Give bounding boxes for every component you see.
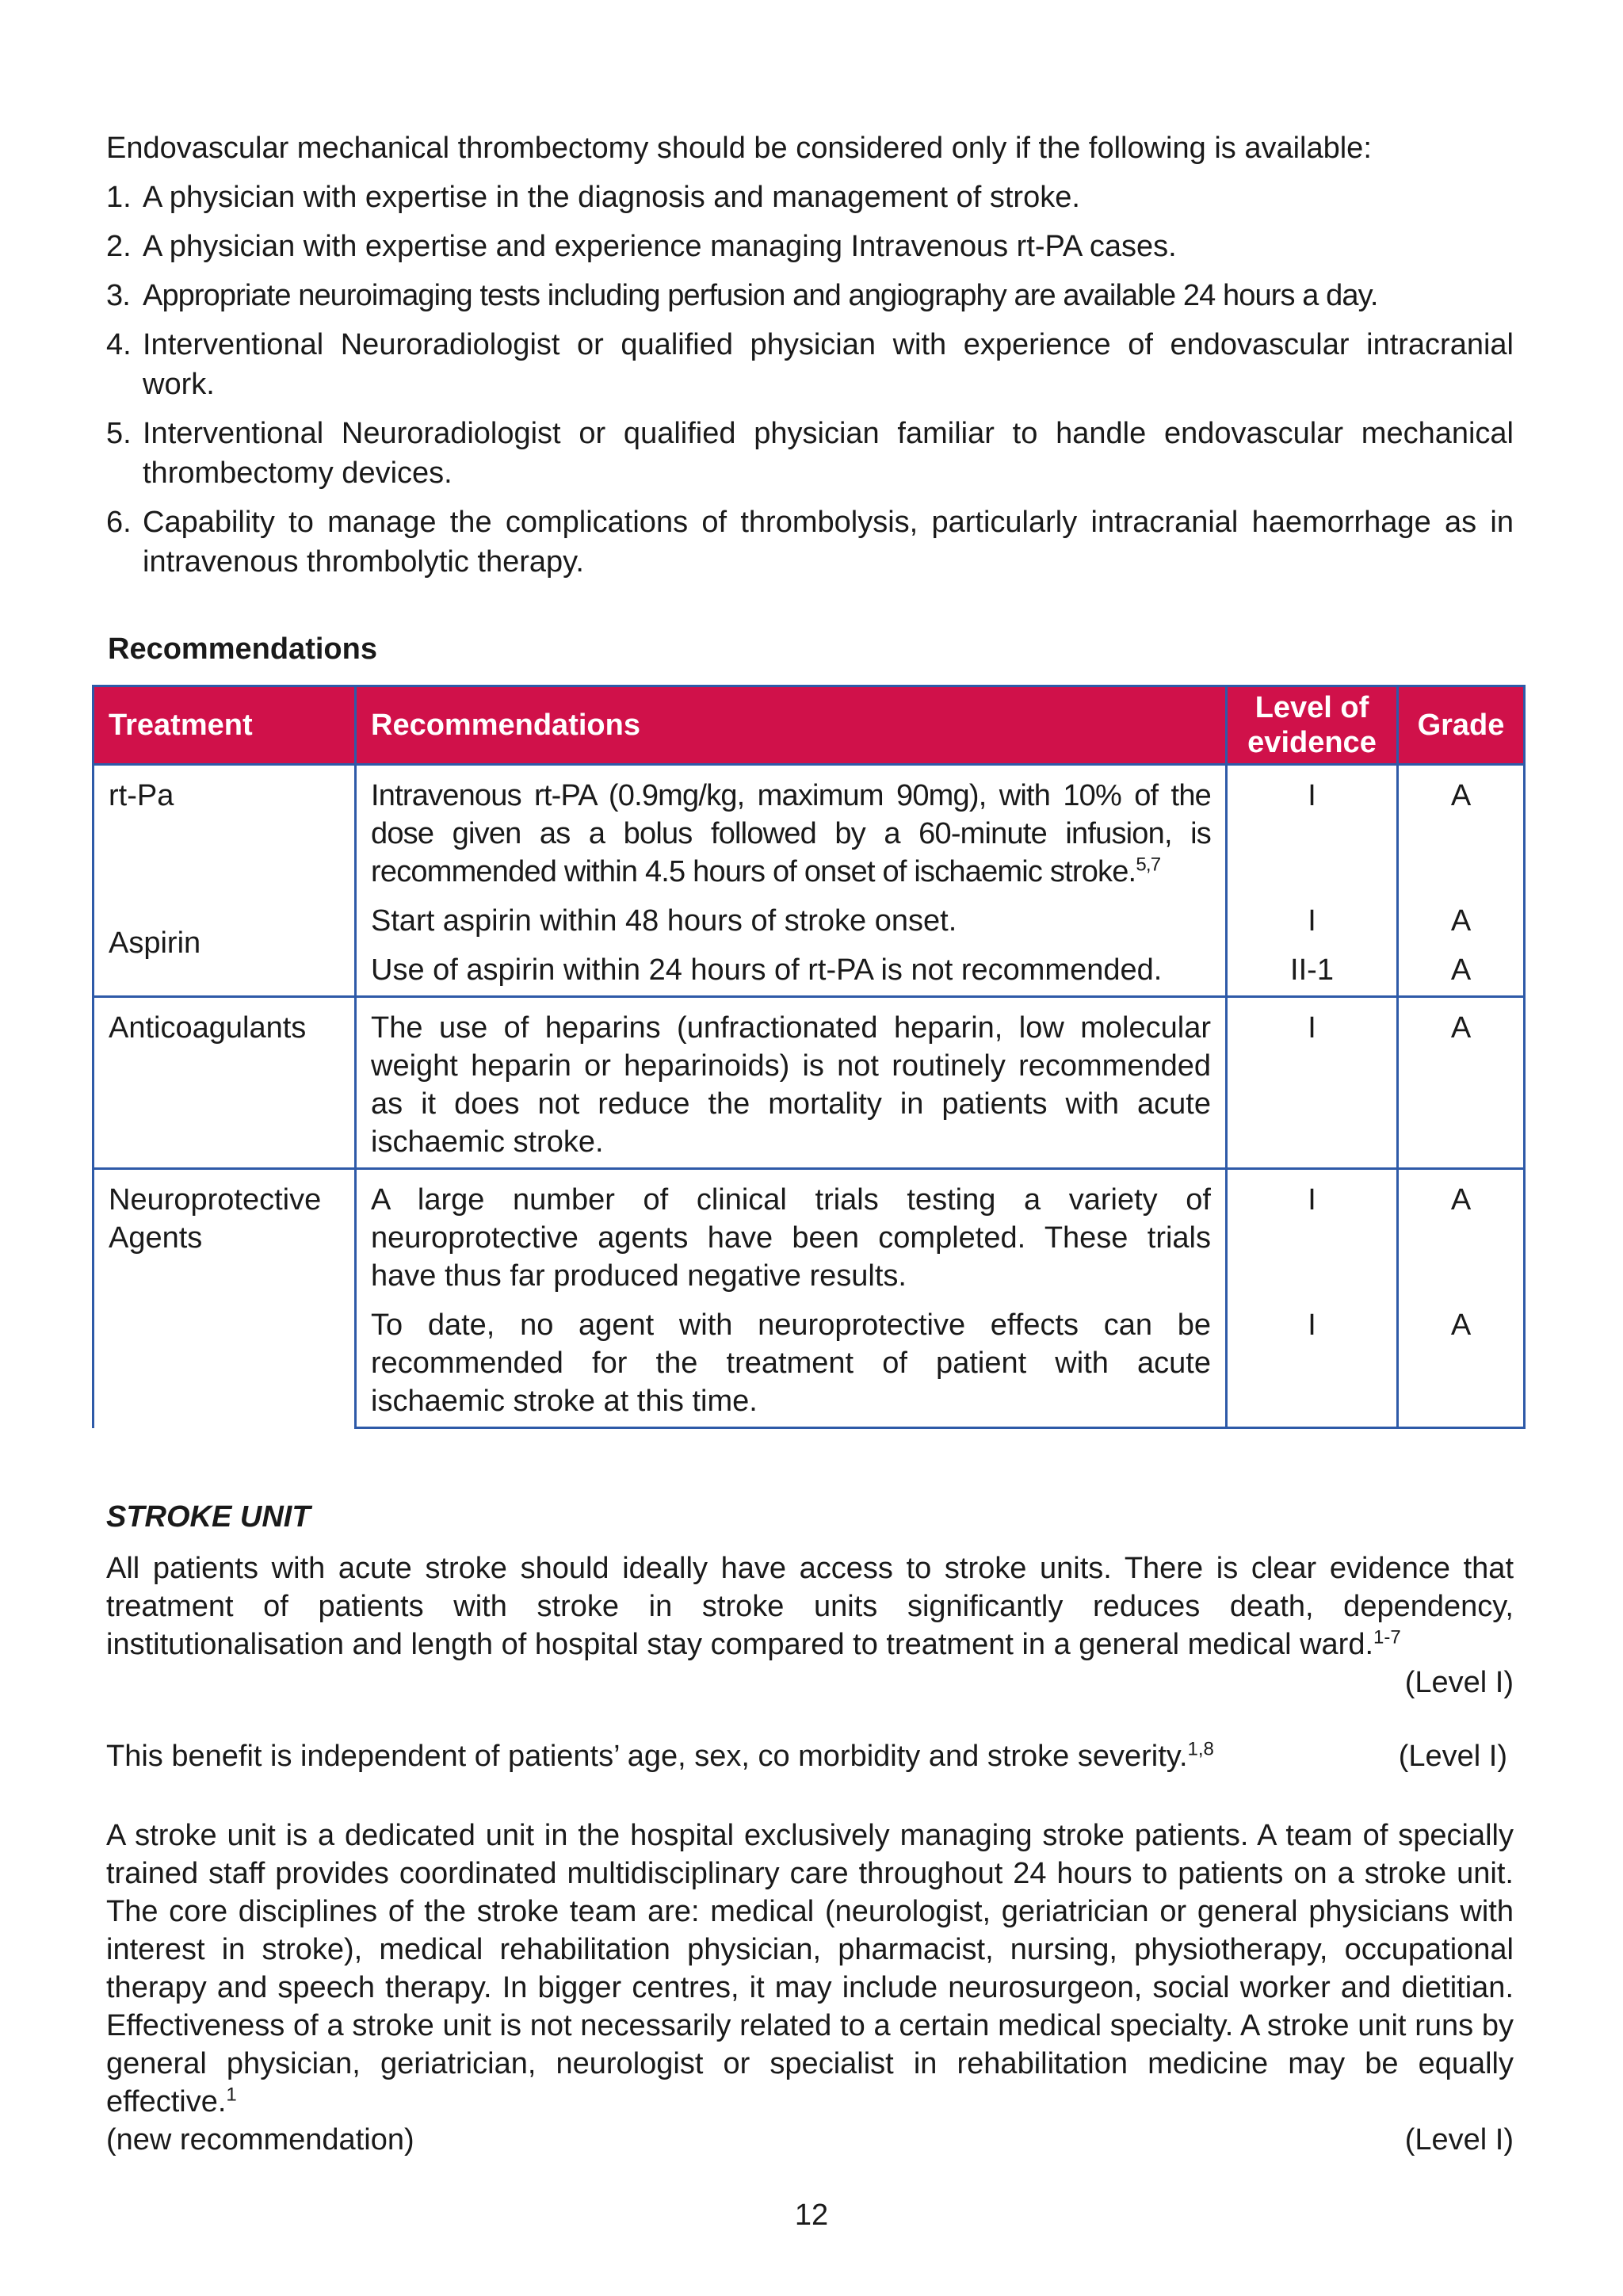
col-header-treatment: Treatment — [94, 686, 356, 765]
stroke-unit-heading: STROKE UNIT — [106, 1500, 311, 1534]
note-row — [106, 2121, 1514, 2159]
intro-lead: Endovascular mechanical thrombectomy should be considered only if the following is available: — [106, 132, 1372, 165]
new-recommendation-note: (new recommendation) — [106, 2123, 414, 2157]
grade-cell: A — [1398, 891, 1525, 940]
level-cell: I — [1227, 1295, 1398, 1428]
grade-cell: A — [1398, 1295, 1525, 1428]
recommendation-cell: The use of heparins (unfractionated heparin, low molecular weight heparin or heparinoids) is not routinely recommended as it does not reduce the mortality in patients with acute ischaemic stroke. — [356, 997, 1227, 1169]
table-row — [94, 765, 1525, 892]
treatment-cell: Aspirin — [94, 891, 356, 997]
level-cell: I — [1227, 891, 1398, 940]
reference: 1 — [226, 2084, 237, 2106]
evidence-level: (Level I) — [1404, 1666, 1514, 1699]
list-item: 6. Capability to manage the complications of thrombolysis, particularly intracranial haemorrhage as in intravenous thrombolytic therapy. — [106, 506, 1514, 579]
list-item: 5. Interventional Neuroradiologist or qualified physician familiar to handle endovascular mechanical thrombectomy devices. — [106, 417, 1514, 490]
table-row — [94, 891, 1525, 940]
recommendation-cell: To date, no agent with neuroprotective effects can be recommended for the treatment of patient with acute ischaemic stroke at this time. — [356, 1295, 1227, 1428]
recommendations-table — [92, 685, 1526, 1429]
reference: 1-7 — [1373, 1626, 1401, 1648]
list-item: 3. Appropriate neuroimaging tests including perfusion and angiography are available 24 hours a day. — [106, 279, 1378, 312]
level-cell: I — [1227, 1169, 1398, 1296]
stroke-unit-paragraph-3: A stroke unit is a dedicated unit in the hospital exclusively managing stroke patients. A team of specially trained staff provides coordinated multidisciplinary care throughout 24 hours to patients on a stroke unit. The core disciplines of the stroke team are: medical (neurologist, geriatrician or general physicians with interest in stroke), medical rehabilitation physician, pharmacist, nursing, physiotherapy, occupational therapy and speech therapy. In bigger centres, it may include neurosurgeon, social worker and dietitian. Effectiveness of a stroke unit is not necessarily related to a certain medical specialty. A stroke unit runs by general physician, geriatrician, neurologist or specialist in rehabilitation medicine may be equally effective.$^1$ (new recommendation) (Level I) — [106, 1817, 1514, 2159]
grade-cell: A — [1398, 765, 1525, 892]
list-item: 4. Interventional Neuroradiologist or qualified physician with experience of endovascular intracranial work. — [106, 328, 1514, 401]
grade-cell: A — [1398, 940, 1525, 997]
page-number: 12 — [794, 2199, 829, 2232]
reference: 1,8 — [1187, 1738, 1214, 1760]
list-item: 2. A physician with expertise and experience managing Intravenous rt-PA cases. — [106, 230, 1177, 263]
treatment-cell: Anticoagulants — [94, 997, 356, 1169]
stroke-unit-paragraph-2: This benefit is independent of patients’ age, sex, co morbidity and stroke severity.$^{1,8}$ (Level I) — [106, 1737, 1514, 1775]
recommendation-cell: A large number of clinical trials testing a variety of neuroprotective agents have been completed. These trials have thus far produced negative results. — [356, 1169, 1227, 1296]
list-item: 1. A physician with expertise in the diagnosis and management of stroke. — [106, 181, 1080, 214]
recommendations-heading: Recommendations — [108, 632, 377, 666]
treatment-cell: Neuroprotective Agents — [94, 1169, 356, 1428]
evidence-level: (Level I) — [1398, 1740, 1507, 1773]
col-header-recommendations: Recommendations — [356, 686, 1227, 765]
grade-cell: A — [1398, 1169, 1525, 1296]
intro-section — [106, 128, 1514, 591]
evidence-level: (Level I) — [1404, 2123, 1514, 2157]
level-cell: I — [1227, 997, 1398, 1169]
stroke-unit-paragraph-1: All patients with acute stroke should ideally have access to stroke units. There is clear evidence that treatment of patients with stroke in stroke units significantly reduces death, dependency, institutionalisation and length of hospital stay compared to treatment in a general medical ward.$^{1-7}$ (Level I) — [106, 1549, 1514, 1702]
reference: 5,7 — [1136, 854, 1161, 876]
treatment-cell: rt-Pa — [94, 765, 356, 892]
grade-cell: A — [1398, 997, 1525, 1169]
level-cell: I — [1227, 765, 1398, 892]
table-header-row — [94, 686, 1525, 765]
table-row — [94, 1169, 1525, 1296]
col-header-level: Level of evidence — [1227, 686, 1398, 765]
recommendation-cell: Use of aspirin within 24 hours of rt-PA is not recommended. — [356, 940, 1227, 997]
col-header-grade: Grade — [1398, 686, 1525, 765]
table-row — [94, 997, 1525, 1169]
recommendation-cell: Start aspirin within 48 hours of stroke onset. — [356, 891, 1227, 940]
requirements-list — [106, 178, 1514, 582]
recommendation-cell: Intravenous rt-PA (0.9mg/kg, maximum 90mg), with 10% of the dose given as a bolus followed by a 60-minute infusion, is recommended within 4.5 hours of onset of ischaemic stroke.$^{5,7}$ — [356, 765, 1227, 892]
level-cell: II-1 — [1227, 940, 1398, 997]
